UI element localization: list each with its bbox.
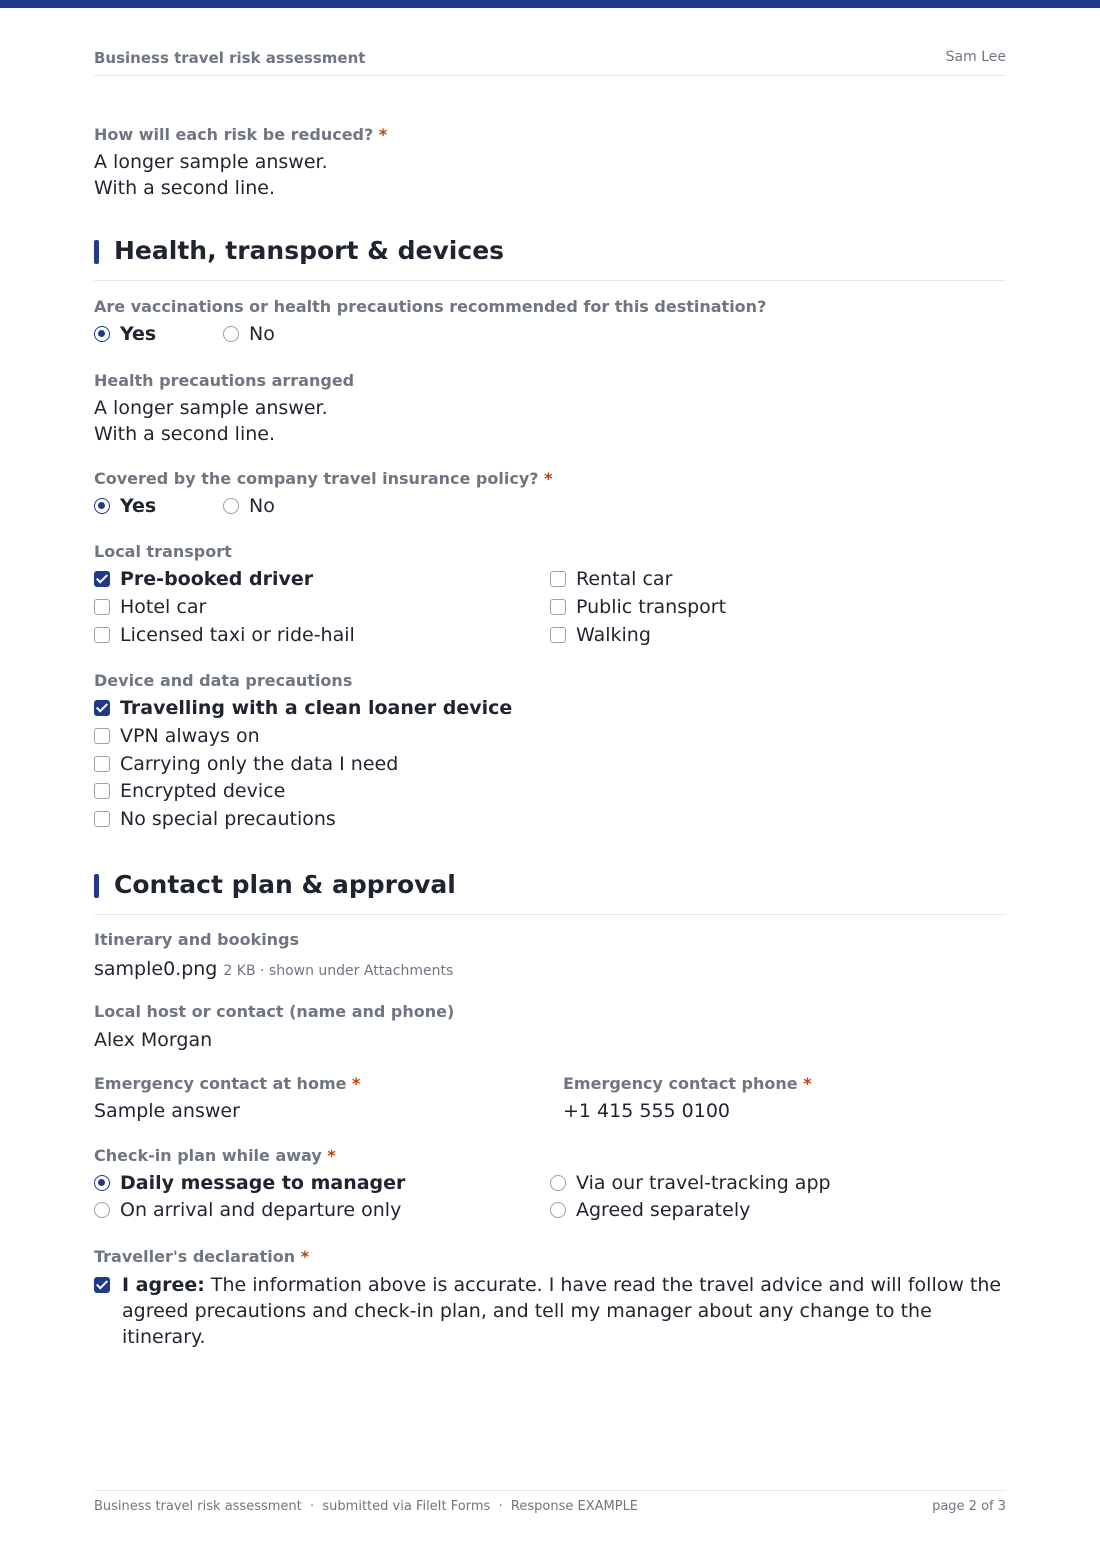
header-title: Business travel risk assessment <box>94 49 366 67</box>
question-label-local-transport: Local transport <box>94 542 232 561</box>
question-label-declaration <box>94 1247 309 1267</box>
radio-unselected-icon <box>94 1202 110 1218</box>
checkbox-checked-icon <box>94 700 110 716</box>
question-label-emergency-phone <box>563 1074 812 1094</box>
checkbox-unchecked-icon <box>550 627 566 643</box>
radio-selected-icon <box>94 498 110 514</box>
radio-unselected-icon <box>223 326 239 342</box>
radio-unselected-icon <box>550 1175 566 1191</box>
question-label-check-in-plan <box>94 1146 336 1166</box>
required-marker: * <box>352 1074 361 1093</box>
section-title: Health, transport & devices <box>114 236 505 265</box>
label-text: Emergency contact phone <box>563 1074 798 1093</box>
answer-health-precautions <box>94 395 328 447</box>
required-marker: * <box>327 1146 336 1165</box>
checkbox-unchecked-icon <box>94 599 110 615</box>
answer-risk-reduction <box>94 149 328 201</box>
radio-unselected-icon <box>550 1202 566 1218</box>
section-health-transport-devices <box>94 236 1006 281</box>
option-label: Pre-booked driver <box>120 568 314 590</box>
option-label: Carrying only the data I need <box>120 753 399 775</box>
question-label-emergency-contact <box>94 1074 360 1094</box>
option-label: Encrypted device <box>120 780 286 802</box>
checkbox-unchecked-icon <box>550 571 566 587</box>
required-marker: * <box>300 1247 310 1266</box>
checkbox-unchecked-icon <box>94 783 110 799</box>
option-label: Yes <box>120 495 157 517</box>
top-accent-bar <box>0 0 1100 8</box>
question-label-risk-reduction <box>94 125 387 145</box>
radio-unselected-icon <box>223 498 239 514</box>
required-marker: * <box>803 1074 812 1093</box>
required-marker: * <box>544 469 553 488</box>
answer-local-host: Alex Morgan <box>94 1029 213 1051</box>
answer-line: A longer sample answer. <box>94 397 328 419</box>
checkbox-checked-icon <box>94 571 110 587</box>
declaration-text <box>122 1272 1002 1350</box>
label-text: How will each risk be reduced? <box>94 125 374 144</box>
question-label-local-host: Local host or contact (name and phone) <box>94 1002 455 1021</box>
question-label-vaccinations: Are vaccinations or health precautions recommended for this destination? <box>94 297 767 316</box>
question-label-itinerary: Itinerary and bookings <box>94 930 300 949</box>
option-label: Via our travel-tracking app <box>576 1172 831 1194</box>
page-number: page 2 of 3 <box>932 1499 1006 1514</box>
option-label: No special precautions <box>120 808 336 830</box>
label-text: Covered by the company travel insurance policy? <box>94 469 539 488</box>
attachment-meta: 2 KB · shown under Attachments <box>223 963 454 979</box>
label-text: Check-in plan while away <box>94 1146 322 1165</box>
declaration-agree: I agree: <box>122 1274 205 1296</box>
checkbox-unchecked-icon <box>94 756 110 772</box>
question-label-health-precautions: Health precautions arranged <box>94 371 355 390</box>
radio-selected-icon <box>94 326 110 342</box>
option-label: Daily message to manager <box>120 1172 406 1194</box>
section-marker <box>94 240 99 264</box>
answer-line: With a second line. <box>94 423 275 445</box>
option-label: Walking <box>576 624 651 646</box>
question-label-device-precautions: Device and data precautions <box>94 671 353 690</box>
option-label: Rental car <box>576 568 673 590</box>
option-label: No <box>249 495 275 517</box>
footer-info: Business travel risk assessment · submitted via FileIt Forms · Response EXAMPLE <box>94 1499 639 1514</box>
option-label: Hotel car <box>120 596 207 618</box>
section-title: Contact plan & approval <box>114 870 456 899</box>
option-label: Travelling with a clean loaner device <box>120 697 513 719</box>
answer-emergency-phone: +1 415 555 0100 <box>563 1100 731 1122</box>
label-text: Traveller's declaration <box>94 1247 296 1266</box>
answer-emergency-contact: Sample answer <box>94 1100 240 1122</box>
page-footer <box>94 1490 1006 1521</box>
checkbox-unchecked-icon <box>94 811 110 827</box>
page-header <box>94 49 1006 76</box>
required-marker: * <box>378 125 388 144</box>
radio-selected-icon <box>94 1175 110 1191</box>
option-label: Yes <box>120 323 157 345</box>
checkbox-unchecked-icon <box>94 627 110 643</box>
option-label: On arrival and departure only <box>120 1199 402 1221</box>
section-contact-plan-approval <box>94 870 1006 915</box>
label-text: Emergency contact at home <box>94 1074 347 1093</box>
answer-itinerary <box>94 956 453 984</box>
checkbox-unchecked-icon <box>550 599 566 615</box>
option-label: Licensed taxi or ride-hail <box>120 624 355 646</box>
attachment-filename[interactable]: sample0.png <box>94 958 218 980</box>
checkbox-checked-icon <box>94 1277 110 1293</box>
option-label: No <box>249 323 275 345</box>
question-label-insurance <box>94 469 553 489</box>
section-marker <box>94 874 99 898</box>
answer-line: With a second line. <box>94 177 275 199</box>
answer-line: A longer sample answer. <box>94 151 328 173</box>
option-label: VPN always on <box>120 725 260 747</box>
checkbox-unchecked-icon <box>94 728 110 744</box>
header-user: Sam Lee <box>945 49 1006 65</box>
declaration-body: The information above is accurate. I have read the travel advice and will follow the agreed precautions and check-in plan, and tell my manager about any change to the itinerary. <box>122 1274 1002 1348</box>
option-label: Agreed separately <box>576 1199 751 1221</box>
option-label: Public transport <box>576 596 727 618</box>
